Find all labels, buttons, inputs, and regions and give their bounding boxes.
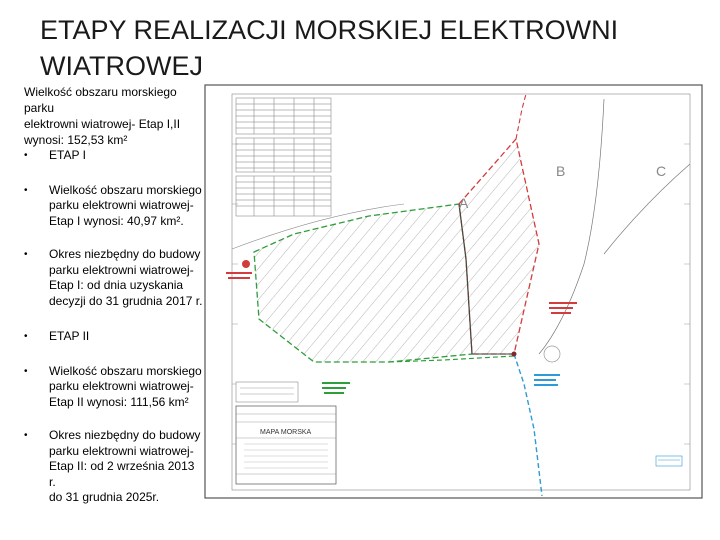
bullet-line: Etap II wynosi: 111,56 km² <box>49 394 189 409</box>
bullet-item-etap1-area <box>24 183 204 230</box>
bullet-line: Etap II: od 2 września 2013 r. <box>49 459 195 489</box>
offshore-map <box>204 84 704 500</box>
intro-line-2: elektrowni wiatrowej- Etap I,II <box>24 117 181 131</box>
bullet-dot: • <box>24 331 28 342</box>
map-legend <box>236 382 298 402</box>
area-label-b: B <box>556 163 566 179</box>
bullet-dot: • <box>24 150 28 161</box>
area-label-c: C <box>656 163 667 179</box>
bullet-list <box>24 148 204 506</box>
map-title-block <box>236 406 336 484</box>
red-point-marker <box>242 260 250 268</box>
bullet-line: ETAP II <box>49 329 90 343</box>
title-line-1: ETAPY REALIZACJI MORSKIEJ ELEKTROWNI <box>40 15 619 45</box>
map-title-text: MAPA MORSKA <box>260 429 312 436</box>
bullet-item-etap1 <box>24 148 204 164</box>
intro-line-3: wynosi: 152,53 km² <box>24 133 128 147</box>
bullet-item-etap2 <box>24 329 204 345</box>
intro-text <box>24 84 209 148</box>
bullet-line: ETAP I <box>49 148 86 162</box>
title-line-2: WIATROWEJ <box>40 51 203 81</box>
bullet-line: parku elektrowni wiatrowej- <box>49 262 194 277</box>
bullet-dot: • <box>24 249 28 260</box>
bullet-line: Wielkość obszaru morskiego <box>49 363 202 378</box>
bullet-line: Etap I wynosi: 40,97 km². <box>49 213 184 228</box>
bullet-line: Okres niezbędny do budowy <box>49 247 201 261</box>
bullet-item-etap1-period <box>24 247 204 309</box>
bullet-dot: • <box>24 430 28 441</box>
bullet-dot: • <box>24 184 28 196</box>
bullet-line: parku elektrowni wiatrowej- <box>49 198 194 212</box>
slide-title <box>40 12 640 84</box>
area-label-a: A <box>459 195 469 211</box>
bullet-line: parku elektrowni wiatrowej- <box>49 443 194 458</box>
bullet-line: decyzji do 31 grudnia 2017 r. <box>49 293 203 308</box>
bullet-dot: • <box>24 365 28 377</box>
bullet-item-etap2-area <box>24 364 204 411</box>
bullet-line: do 31 grudnia 2025r. <box>49 490 160 504</box>
bullet-line: Etap I: od dnia uzyskania <box>49 278 184 292</box>
bullet-line: Wielkość obszaru morskiego <box>49 182 202 197</box>
bullet-item-etap2-period <box>24 428 204 506</box>
bullet-line: parku elektrowni wiatrowej- <box>49 379 194 393</box>
junction-point <box>512 352 517 357</box>
intro-line-1: Wielkość obszaru morskiego parku <box>24 85 177 115</box>
bullet-line: Okres niezbędny do budowy <box>49 428 201 442</box>
